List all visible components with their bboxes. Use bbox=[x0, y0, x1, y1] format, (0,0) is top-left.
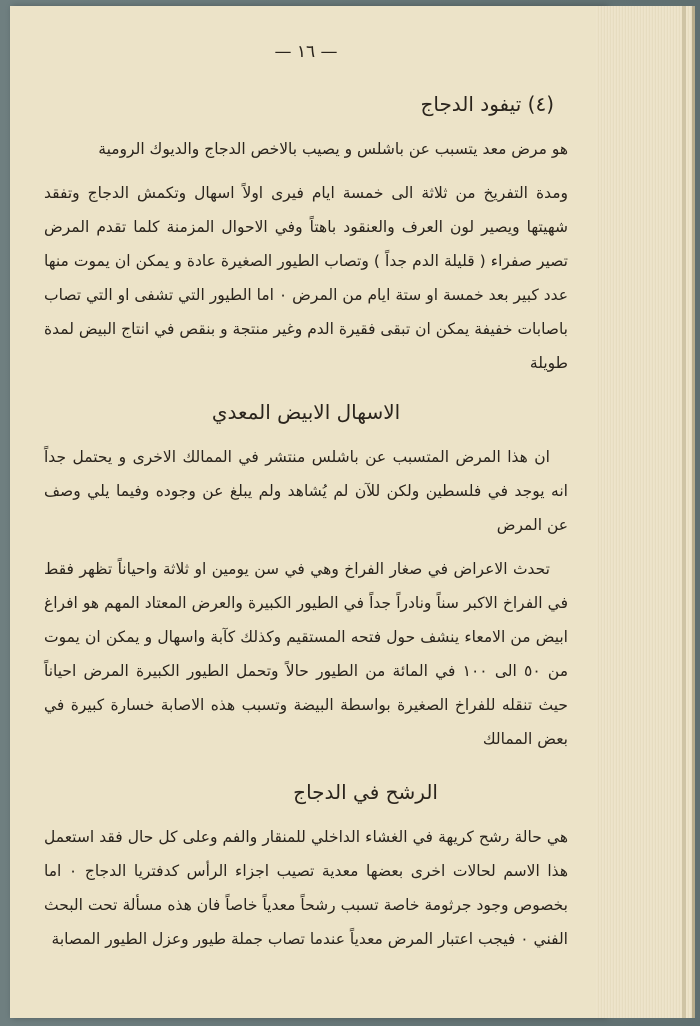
book-page bbox=[10, 6, 606, 1018]
page-edges bbox=[596, 6, 695, 1018]
paragraph: ومدة التفريخ من ثلاثة الى خمسة ايام فيرى اولاً اسهال وتكمش الدجاج وتفقد شهيتها ويصير لون العرف والعنقود باهتاً وفي الاحوال المزمنة كلما تقدم المرض تصير صفراء ( قليلة الدم جداً ) وتصاب الطيور الصغيرة عادة و يمكن ان يموت منها عدد كبير بعد خمسة او ستة ايام من المرض ٠ اما الطيور التي تشفى او التي تصاب باصابات خفيفة يمكن ان تبقى فقيرة الدم وغير منتجة و بنقص في انتاج البيض لمدة طويلة bbox=[44, 184, 568, 372]
paragraph: ان هذا المرض المتسبب عن باشلس منتشر في الممالك الاخرى و يحتمل جداً انه يوجد في فلسطين ولكن للآن لم يُشاهد ولم يبلغ عن وجوده وفيما يلي وصف عن المرض bbox=[44, 448, 568, 534]
page-number: — ١٦ — bbox=[274, 42, 338, 62]
section-title-roup: الرشح في الدجاج bbox=[293, 780, 438, 804]
section-title-typhoid: (٤) تيفود الدجاج bbox=[420, 92, 554, 116]
paragraph: تحدث الاعراض في صغار الفراخ وهي في سن يومين او ثلاثة واحياناً تظهر فقط في الفراخ الاكبر سناً ونادراً جداً في الطيور الكبيرة والعرض المعتاد المهم هو افراغ ابيض من الامعاء ينشف حول فتحه المستقيم وكذلك كآبة واسهال و يمكن ان يموت من ٥٠ الى ١٠٠ في المائة من الطيور حالاً وتحمل الطيور الكبيرة المرض احياناً حيث تنقله للفراخ الصغيرة بواسطة البيضة وتسبب هذه الاصابة خسارة كبيرة في بعض الممالك bbox=[44, 560, 569, 748]
section-title-white-diarrhea: الاسهال الابيض المعدي bbox=[211, 400, 401, 424]
page-content bbox=[44, 42, 568, 966]
paragraph: هو مرض معد يتسبب عن باشلس و يصيب بالاخص الدجاج والديوك الرومية bbox=[98, 140, 568, 158]
paragraph: هي حالة رشح كريهة في الغشاء الداخلي للمنقار والفم وعلى كل حال فقد استعمل هذا الاسم لحالات اخرى بعضها معدية تصيب اجزاء الرأس كدفتريا الدجاج ٠ اما بخصوص وجود جرثومة خاصة تسبب رشحاً معدياً خاصاً فان هذه مسألة تحت البحث الفني ٠ فيجب اعتبار المرض معدياً عندما تصاب جملة طيور وعزل الطيور المصابة bbox=[44, 828, 568, 948]
